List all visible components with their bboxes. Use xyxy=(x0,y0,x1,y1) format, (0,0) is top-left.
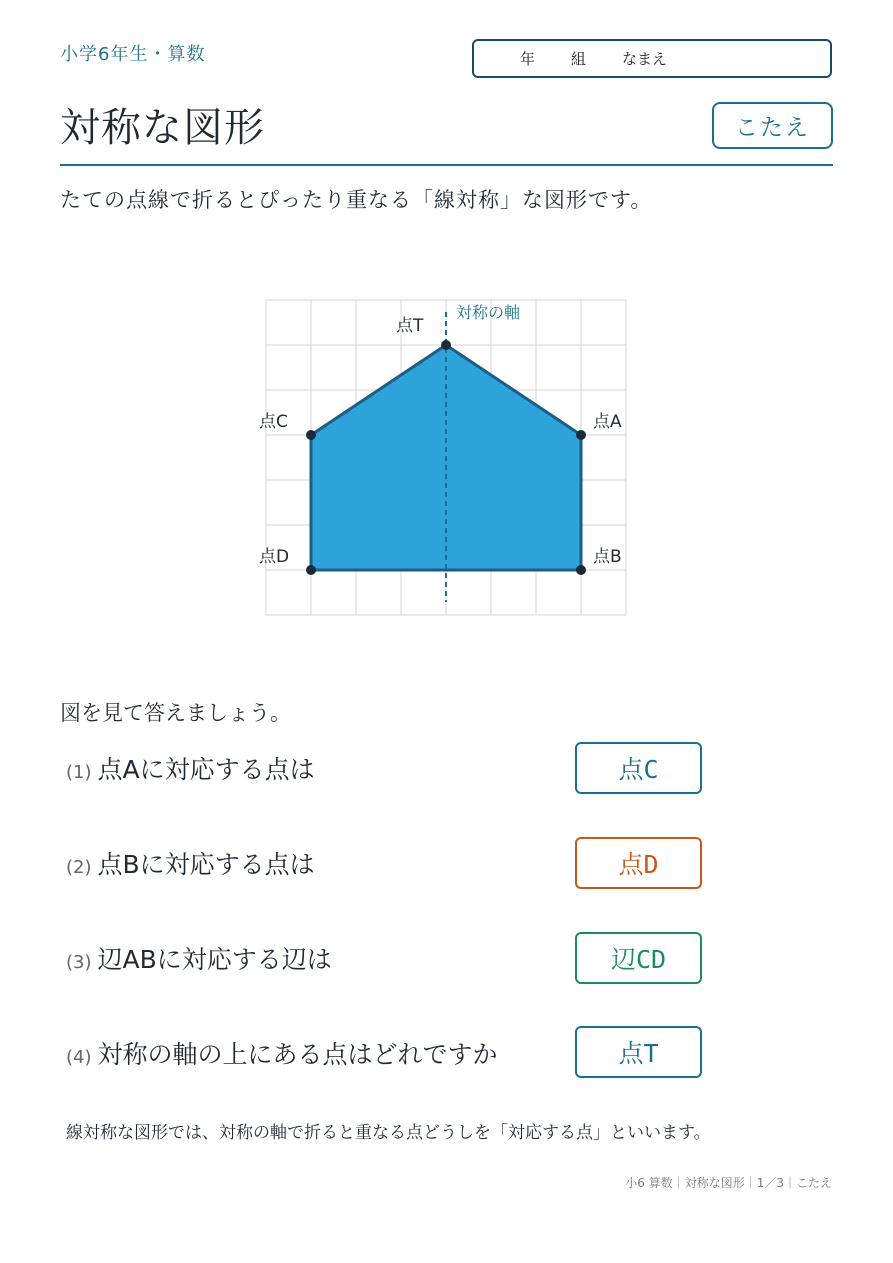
question-1 xyxy=(66,750,315,786)
page-footer: 小6 算数｜対称な図形｜1／3｜こたえ xyxy=(625,1176,832,1190)
answer-badge: こたえ xyxy=(712,102,833,149)
answer-box-3[interactable]: 辺CD xyxy=(575,932,702,984)
question-text: 点Aに対応する点は xyxy=(97,755,315,784)
point-b-label: 点B xyxy=(593,547,622,567)
point-a-marker xyxy=(576,430,586,440)
point-d-marker xyxy=(306,565,316,575)
title-divider xyxy=(60,164,833,166)
axis-label: 対称の軸 xyxy=(456,303,521,322)
question-text: 対称の軸の上にある点はどれですか xyxy=(97,1040,498,1069)
name-box-class: 組 xyxy=(571,50,587,68)
point-d-label: 点D xyxy=(259,547,290,567)
grade-subject: 小学6年生・算数 xyxy=(60,44,206,65)
name-box[interactable] xyxy=(472,39,832,78)
question-text: 点Bに対応する点は xyxy=(97,850,315,879)
point-t-marker xyxy=(441,340,451,350)
page-title: 対称な図形 xyxy=(60,105,265,151)
question-3 xyxy=(66,940,332,976)
intro-text: たての点線で折るとぴったり重なる「線対称」な図形です。 xyxy=(60,188,653,212)
symmetry-figure xyxy=(240,290,650,630)
point-b-marker xyxy=(576,565,586,575)
point-a-label: 点A xyxy=(593,412,622,432)
name-box-year: 年 xyxy=(520,50,536,68)
point-t-label: 点T xyxy=(396,316,424,336)
instruction-text: 図を見て答えましょう。 xyxy=(60,701,291,725)
question-text: 辺ABに対応する辺は xyxy=(97,945,332,974)
name-box-name: なまえ xyxy=(622,50,668,68)
point-c-marker xyxy=(306,430,316,440)
answer-box-2[interactable]: 点D xyxy=(575,837,702,889)
question-2 xyxy=(66,845,315,881)
point-c-label: 点C xyxy=(259,412,288,432)
explanation-note: 線対称な図形では、対称の軸で折ると重なる点どうしを「対応する点」といいます。 xyxy=(66,1123,711,1143)
answer-box-4[interactable]: 点T xyxy=(575,1026,702,1078)
question-number: (4) xyxy=(66,1047,92,1068)
question-number: (2) xyxy=(66,857,92,878)
question-number: (1) xyxy=(66,762,92,783)
question-number: (3) xyxy=(66,952,92,973)
answer-box-1[interactable]: 点C xyxy=(575,742,702,794)
question-4 xyxy=(66,1035,498,1071)
